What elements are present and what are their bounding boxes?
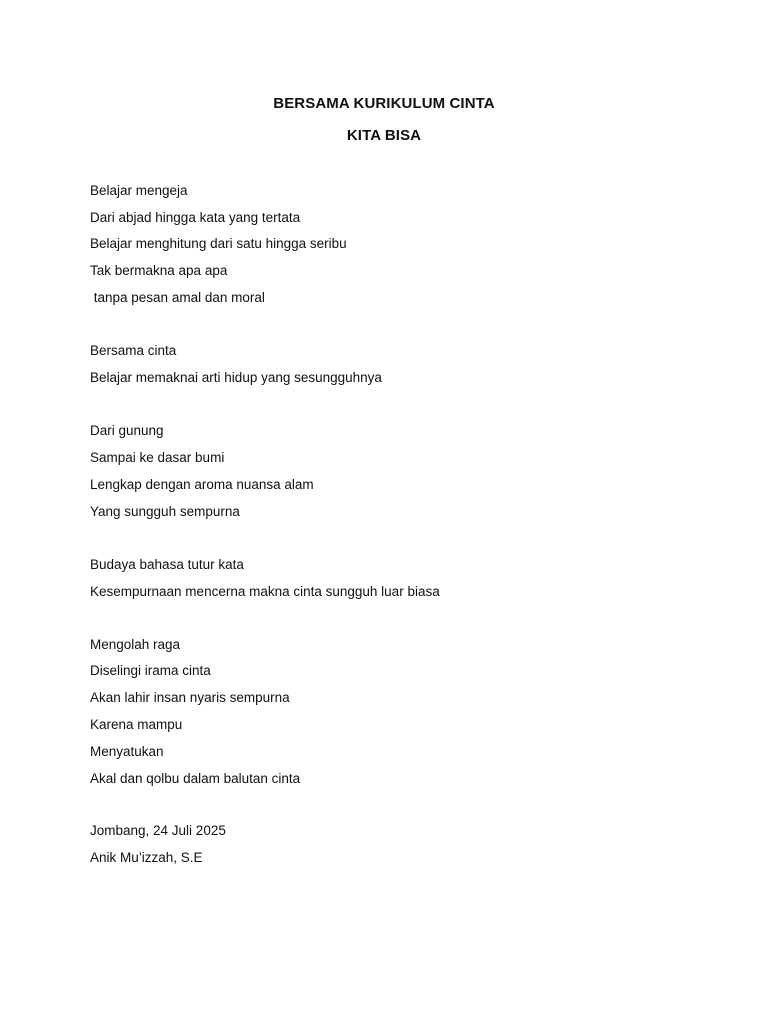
poem-line: Diselingi irama cinta <box>90 663 211 678</box>
poem-line: Bersama cinta <box>90 343 177 358</box>
poem-line: Yang sungguh sempurna <box>90 504 240 519</box>
poem-line: Karena mampu <box>90 717 183 732</box>
poem-line: Kesempurnaan mencerna makna cinta sungguh luar biasa <box>90 584 440 599</box>
poem-line: Budaya bahasa tutur kata <box>90 557 244 572</box>
poem-line: Menyatukan <box>90 744 164 759</box>
poem-line: Belajar menghitung dari satu hingga seribu <box>90 236 347 251</box>
poem-line: Akan lahir insan nyaris sempurna <box>90 690 290 705</box>
poem-line: Belajar mengeja <box>90 183 188 198</box>
poem-line: tanpa pesan amal dan moral <box>90 290 265 305</box>
poem-line: Dari abjad hingga kata yang tertata <box>90 210 301 225</box>
poem-title: BERSAMA KURIKULUM CINTA <box>273 95 495 112</box>
poem-line: Belajar memaknai arti hidup yang sesungguhnya <box>90 370 382 385</box>
poem-line: Dari gunung <box>90 423 164 438</box>
poem-subtitle: KITA BISA <box>346 127 422 144</box>
author-name: Anik Mu’izzah, S.E <box>90 850 203 865</box>
poem-line: Lengkap dengan aroma nuansa alam <box>90 477 314 492</box>
poem-line: Sampai ke dasar bumi <box>90 450 225 465</box>
poem-line: Tak bermakna apa apa <box>90 263 228 278</box>
poem-line: Akal dan qolbu dalam balutan cinta <box>90 771 301 786</box>
place-date: Jombang, 24 Juli 2025 <box>90 823 226 838</box>
poem-line: Mengolah raga <box>90 637 181 652</box>
